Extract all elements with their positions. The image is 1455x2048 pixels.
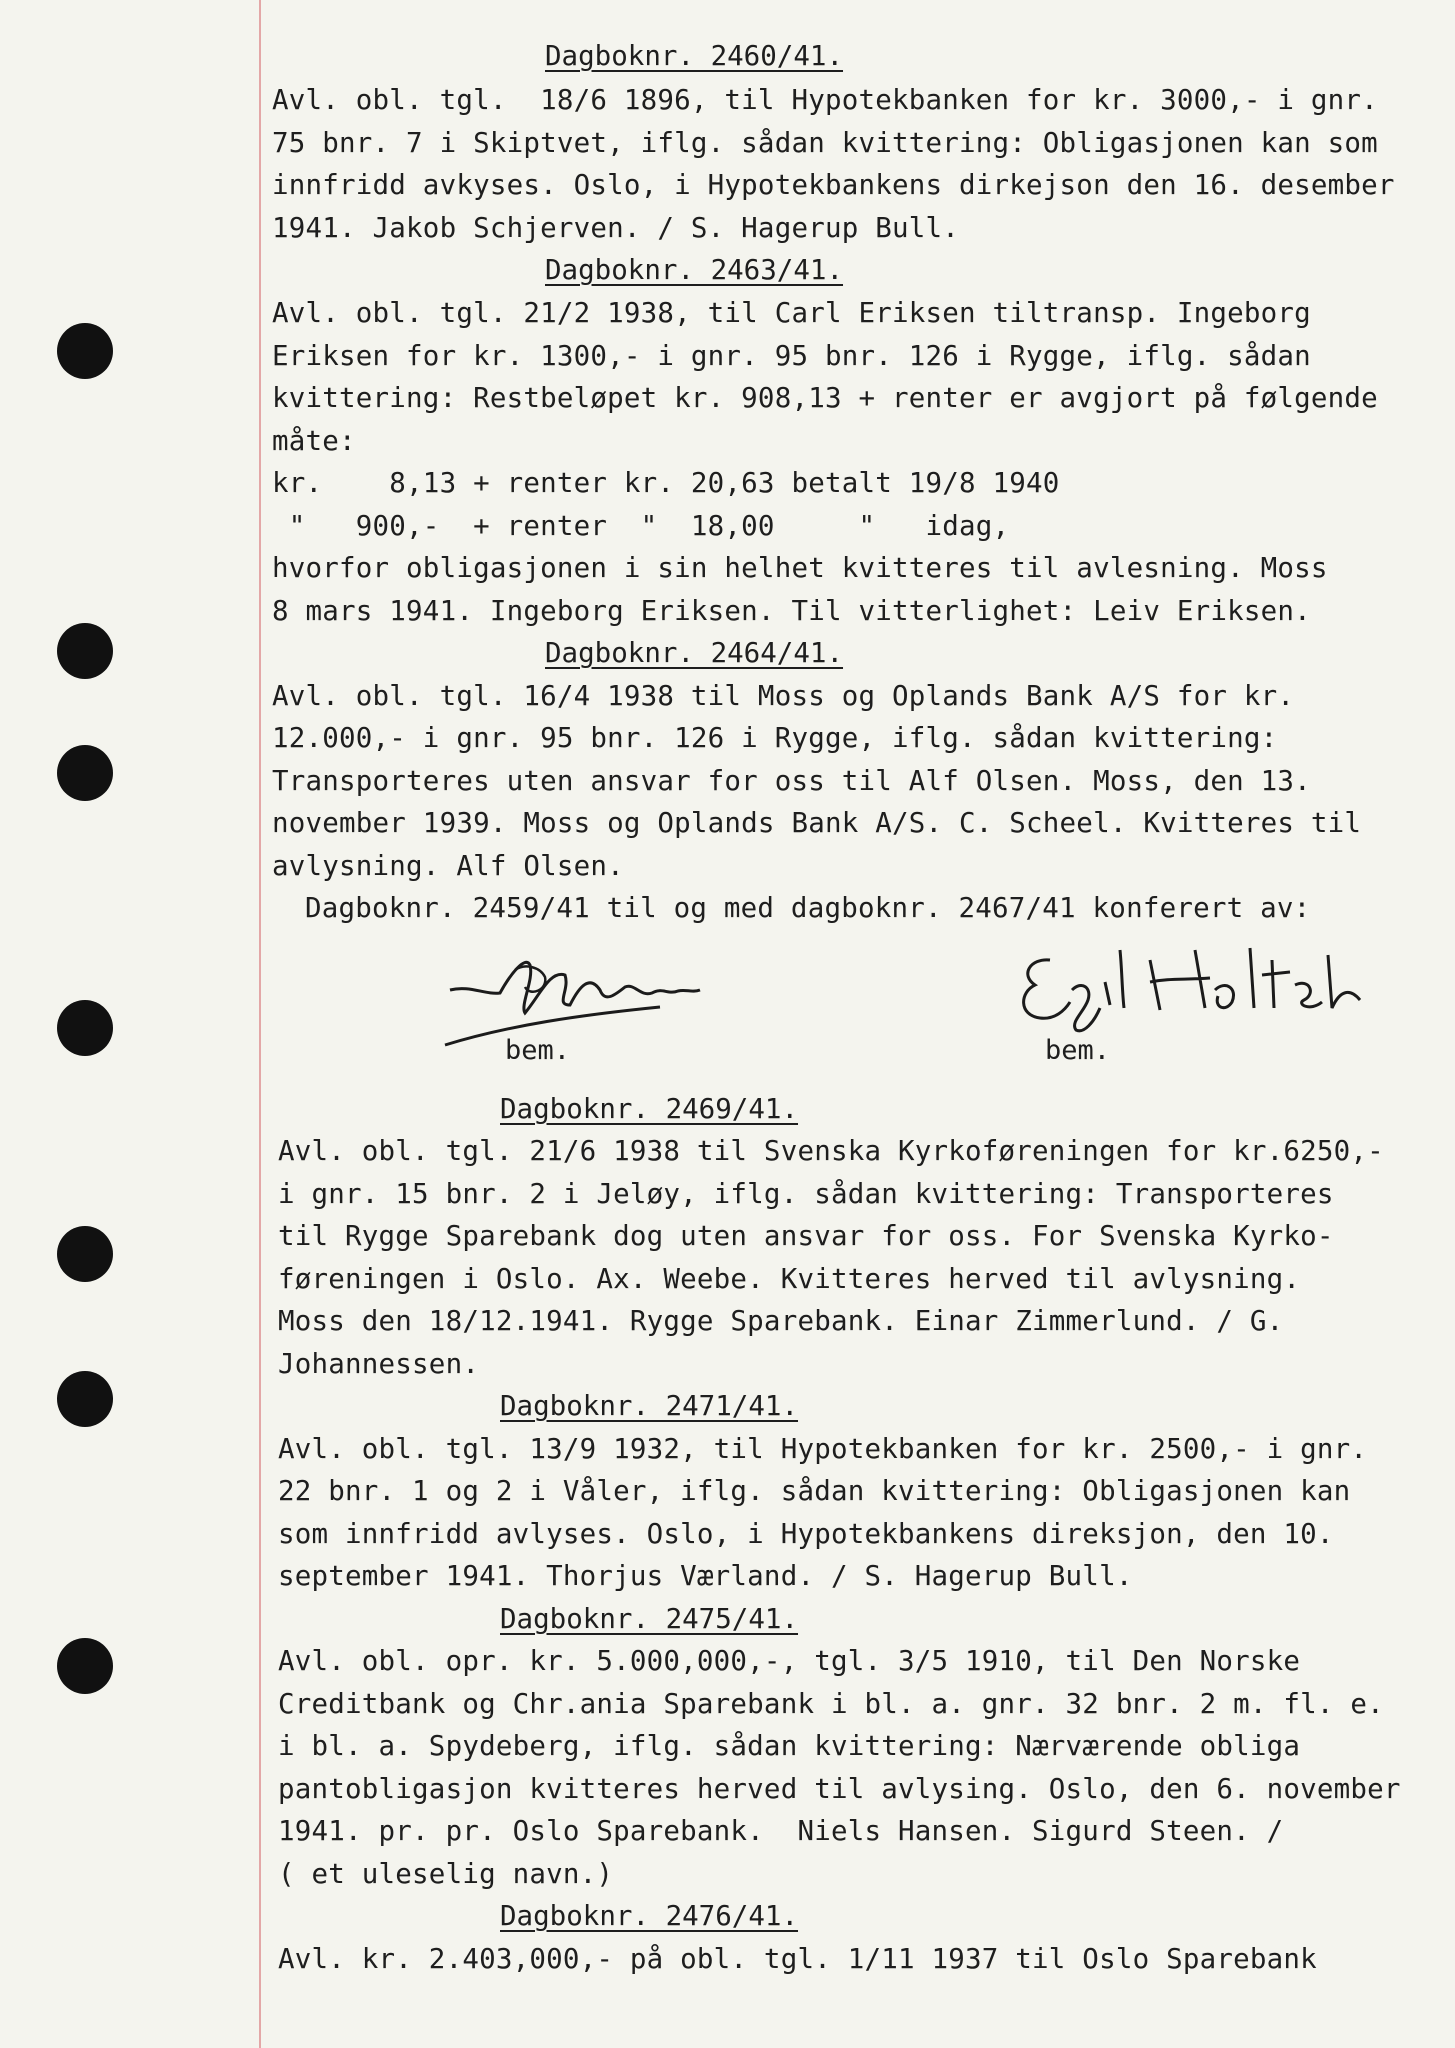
punch-hole: [57, 1371, 113, 1427]
signature-right-image: [1010, 930, 1380, 1040]
entry-heading: Dagboknr. 2463/41.: [545, 254, 844, 286]
entry-heading: Dagboknr. 2475/41.: [500, 1603, 799, 1635]
entry-line: innfridd avkyses. Oslo, i Hypotekbankens dirkejson den 16. desember: [272, 169, 1395, 201]
entry-line: 1941. Jakob Schjerven. / S. Hagerup Bull.: [272, 212, 960, 244]
entry-heading: Dagboknr. 2464/41.: [545, 637, 844, 669]
entry-line: kr. 8,13 + renter kr. 20,63 betalt 19/8 1940: [272, 467, 1060, 499]
entry-line: hvorfor obligasjonen i sin helhet kvitteres til avlesning. Moss: [272, 552, 1328, 584]
signature-left-label: bem.: [505, 1035, 571, 1066]
entry-line: kvittering: Restbeløpet kr. 908,13 + renter er avgjort på følgende: [272, 382, 1378, 414]
entry-line: pantobligasjon kvitteres herved til avlysing. Oslo, den 6. november: [278, 1773, 1401, 1805]
entry-line: 1941. pr. pr. Oslo Sparebank. Niels Hansen. Sigurd Steen. /: [278, 1815, 1284, 1847]
entry-line: Creditbank og Chr.ania Sparebank i bl. a. gnr. 32 bnr. 2 m. fl. e.: [278, 1688, 1384, 1720]
entry-heading: Dagboknr. 2476/41.: [500, 1900, 799, 1932]
punch-hole: [57, 745, 113, 801]
entry-line: Moss den 18/12.1941. Rygge Sparebank. Einar Zimmerlund. / G.: [278, 1305, 1284, 1337]
entry-line: i gnr. 15 bnr. 2 i Jeløy, iflg. sådan kvittering: Transporteres: [278, 1178, 1334, 1210]
entry-heading: Dagboknr. 2471/41.: [500, 1390, 799, 1422]
entry-line: november 1939. Moss og Oplands Bank A/S. C. Scheel. Kvitteres til: [272, 807, 1362, 839]
punch-hole: [57, 1226, 113, 1282]
entry-heading: Dagboknr. 2460/41.: [545, 40, 844, 72]
entry-line: Avl. obl. tgl. 13/9 1932, til Hypotekbanken for kr. 2500,- i gnr.: [278, 1433, 1368, 1465]
entry-line: Avl. obl. opr. kr. 5.000,000,-, tgl. 3/5 1910, til Den Norske: [278, 1645, 1301, 1677]
entry-line: Avl. obl. tgl. 16/4 1938 til Moss og Oplands Bank A/S for kr.: [272, 680, 1295, 712]
punch-hole: [57, 1638, 113, 1694]
entry-line: måte:: [272, 425, 356, 457]
entry-line: Avl. obl. tgl. 18/6 1896, til Hypotekbanken for kr. 3000,- i gnr.: [272, 84, 1378, 116]
entry-line: " 900,- + renter " 18,00 " idag,: [272, 510, 1010, 542]
entry-line: september 1941. Thorjus Værland. / S. Hagerup Bull.: [278, 1560, 1133, 1592]
entry-line: ( et uleselig navn.): [278, 1858, 614, 1890]
conferred-line: Dagboknr. 2459/41 til og med dagboknr. 2467/41 konferert av:: [305, 892, 1311, 924]
entry-line: Avl. obl. tgl. 21/6 1938 til Svenska Kyrkoføreningen for kr.6250,-: [278, 1135, 1384, 1167]
entry-line: som innfridd avlyses. Oslo, i Hypotekbankens direksjon, den 10.: [278, 1518, 1334, 1550]
entry-line: Johannessen.: [278, 1348, 480, 1380]
entry-line: 8 mars 1941. Ingeborg Eriksen. Til vitterlighet: Leiv Eriksen.: [272, 595, 1311, 627]
entry-line: Transporteres uten ansvar for oss til Alf Olsen. Moss, den 13.: [272, 765, 1311, 797]
entry-line: i bl. a. Spydeberg, iflg. sådan kvittering: Nærværende obliga: [278, 1730, 1301, 1762]
entry-line: avlysning. Alf Olsen.: [272, 850, 624, 882]
signature-right-label: bem.: [1045, 1035, 1111, 1066]
entry-line: 75 bnr. 7 i Skiptvet, iflg. sådan kvittering: Obligasjonen kan som: [272, 127, 1378, 159]
margin-rule: [259, 0, 261, 2048]
entry-line: Eriksen for kr. 1300,- i gnr. 95 bnr. 126 i Rygge, iflg. sådan: [272, 340, 1311, 372]
entry-line: 22 bnr. 1 og 2 i Våler, iflg. sådan kvittering: Obligasjonen kan: [278, 1475, 1351, 1507]
punch-hole: [57, 323, 113, 379]
entry-line: 12.000,- i gnr. 95 bnr. 126 i Rygge, iflg. sådan kvittering:: [272, 722, 1278, 754]
punch-hole: [57, 1000, 113, 1056]
entry-line: Avl. obl. tgl. 21/2 1938, til Carl Eriksen tiltransp. Ingeborg: [272, 297, 1311, 329]
entry-heading: Dagboknr. 2469/41.: [500, 1093, 799, 1125]
entry-line: til Rygge Sparebank dog uten ansvar for oss. For Svenska Kyrko-: [278, 1220, 1334, 1252]
entry-line: føreningen i Oslo. Ax. Weebe. Kvitteres herved til avlysning.: [278, 1263, 1301, 1295]
signature-left-image: [430, 935, 720, 1055]
punch-hole: [57, 623, 113, 679]
entry-line: Avl. kr. 2.403,000,- på obl. tgl. 1/11 1937 til Oslo Sparebank: [278, 1943, 1317, 1975]
